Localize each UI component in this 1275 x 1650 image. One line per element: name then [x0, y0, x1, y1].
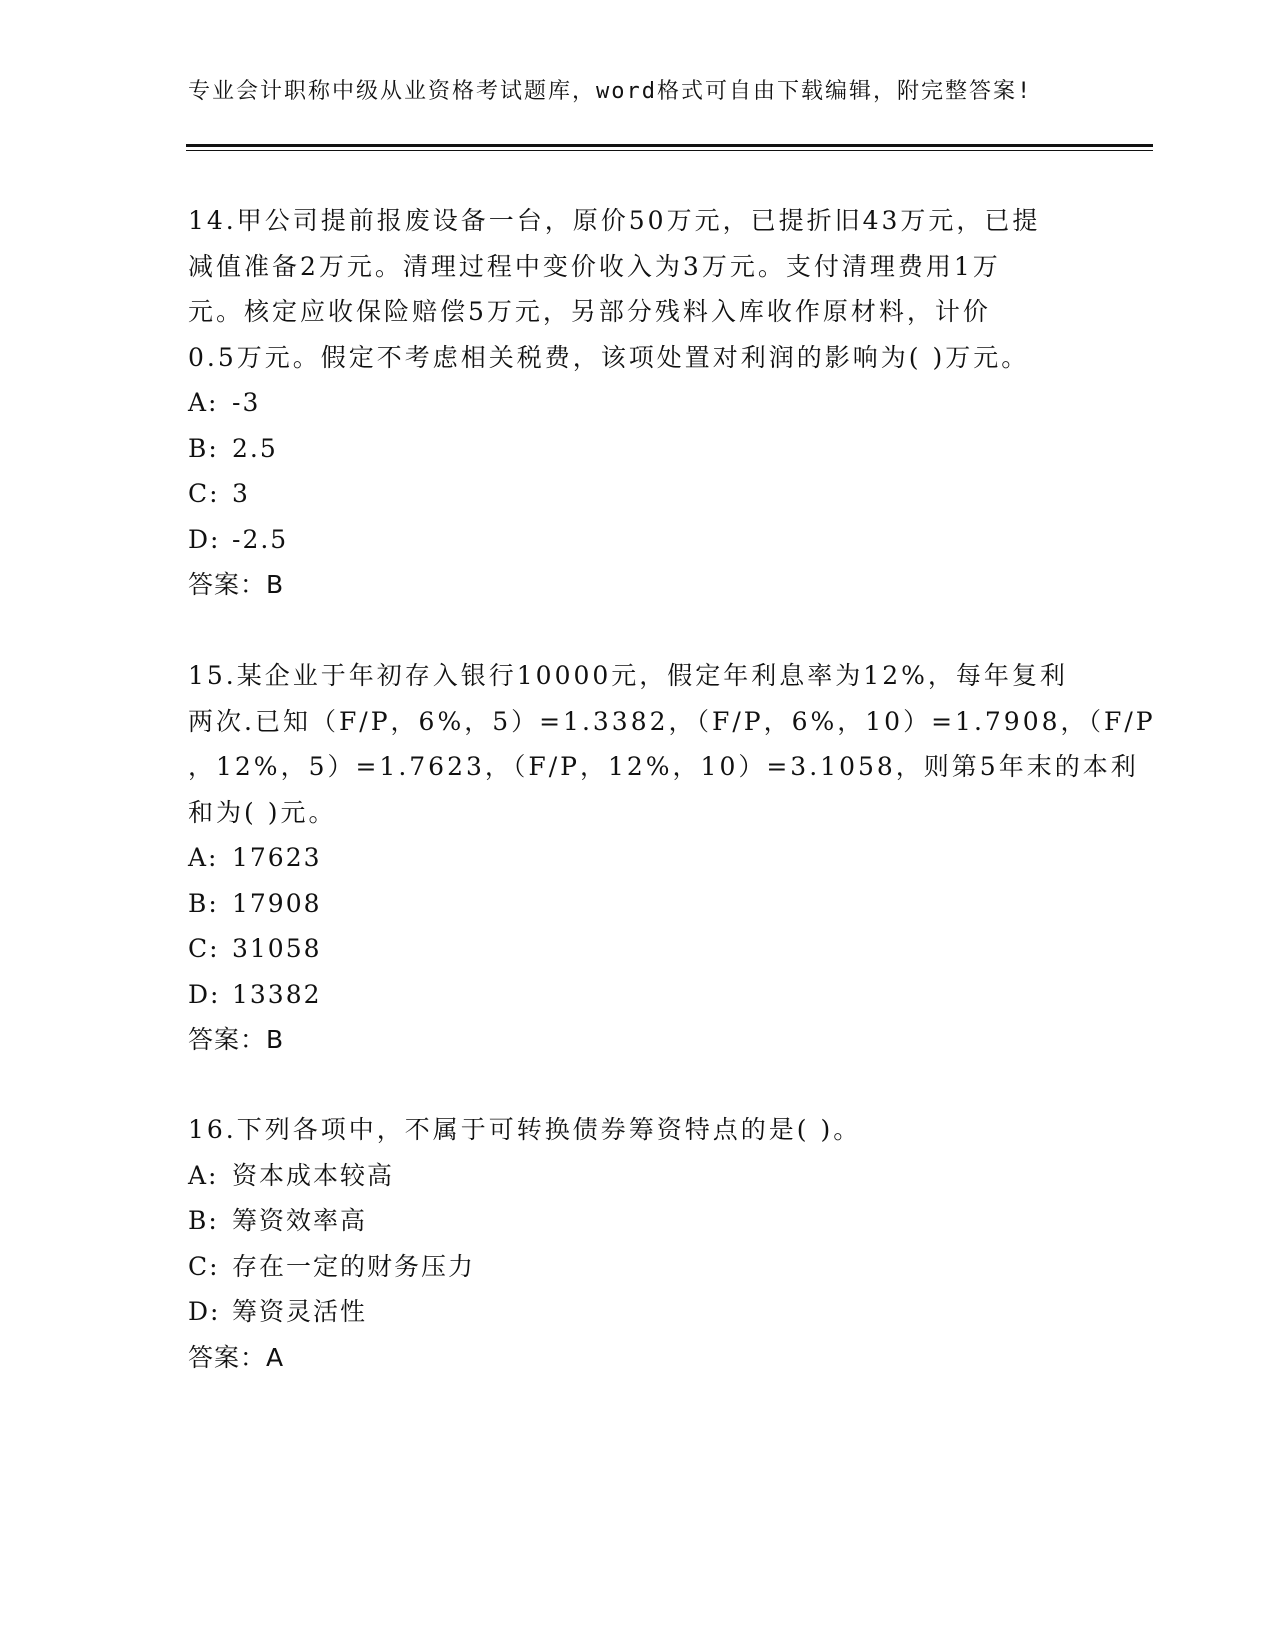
- question-15: [188, 653, 1156, 1063]
- option-letter: C:: [188, 479, 220, 508]
- question-text-line: 元。核定应收保险赔偿5万元，另部分残料入库收作原材料，计价: [188, 297, 991, 326]
- answer: 答案：B: [188, 1025, 285, 1054]
- option-text: 存在一定的财务压力: [232, 1251, 476, 1281]
- option-d: [188, 972, 1088, 1018]
- option-text: 13382: [232, 979, 322, 1009]
- option-b: [188, 426, 1088, 472]
- option-c: [188, 471, 1088, 517]
- option-letter: B:: [188, 888, 219, 918]
- header-rule-thin: [186, 150, 1153, 151]
- option-c: [188, 1244, 1088, 1290]
- option-letter: D:: [188, 979, 221, 1009]
- question-text-line: 0.5万元。假定不考虑相关税费，该项处置对利润的影响为( )万元。: [188, 342, 1030, 372]
- answer: 答案：A: [188, 1342, 285, 1372]
- option-text: 31058: [232, 934, 322, 963]
- option-d: [188, 517, 1088, 563]
- option-text: 17623: [232, 843, 322, 872]
- option-letter: A:: [188, 843, 219, 872]
- option-letter: B:: [188, 433, 219, 463]
- option-a: [188, 1153, 1088, 1199]
- option-text: 3: [232, 479, 250, 508]
- option-letter: A:: [188, 1160, 219, 1190]
- question-text-line: 两次.已知（F/P，6%，5）=1.3382，（F/P，6%，10）=1.7908，（F/P: [188, 706, 1156, 736]
- option-text: 筹资灵活性: [232, 1297, 368, 1326]
- question-14: [188, 198, 1088, 608]
- page-header: 专业会计职称中级从业资格考试题库，word格式可自由下载编辑，附完整答案!: [188, 79, 1033, 104]
- option-letter: B:: [188, 1206, 219, 1235]
- question-text-line: 15.某企业于年初存入银行10000元，假定年利息率为12%，每年复利: [188, 661, 1068, 690]
- option-d: [188, 1289, 1088, 1335]
- option-a: [188, 835, 1088, 881]
- option-b: [188, 1198, 1088, 1244]
- option-letter: D:: [188, 524, 221, 554]
- answer: 答案：B: [188, 570, 285, 599]
- question-text-line: ，12%，5）=1.7623，（F/P，12%，10）=3.1058，则第5年末的本利: [188, 752, 1139, 781]
- option-letter: D:: [188, 1297, 221, 1326]
- option-text: 资本成本较高: [232, 1160, 395, 1190]
- option-letter: C:: [188, 934, 220, 963]
- header-rule-thick: [186, 144, 1153, 147]
- option-text: 2.5: [232, 433, 278, 463]
- option-text: 17908: [232, 888, 322, 918]
- question-text-line: 减值准备2万元。清理过程中变价收入为3万元。支付清理费用1万: [188, 251, 1001, 281]
- question-text-line: 和为( )元。: [188, 797, 337, 827]
- option-c: [188, 926, 1088, 972]
- option-letter: C:: [188, 1251, 220, 1281]
- option-text: 筹资效率高: [232, 1206, 368, 1235]
- option-text: -2.5: [232, 524, 289, 554]
- option-a: [188, 380, 1088, 426]
- question-text-line: 14.甲公司提前报废设备一台，原价50万元，已提折旧43万元，已提: [188, 206, 1041, 235]
- question-16: [188, 1107, 1088, 1380]
- option-b: [188, 881, 1088, 927]
- question-text-line: 16.下列各项中，不属于可转换债券筹资特点的是( )。: [188, 1115, 862, 1144]
- option-text: -3: [232, 388, 261, 417]
- option-letter: A:: [188, 388, 219, 417]
